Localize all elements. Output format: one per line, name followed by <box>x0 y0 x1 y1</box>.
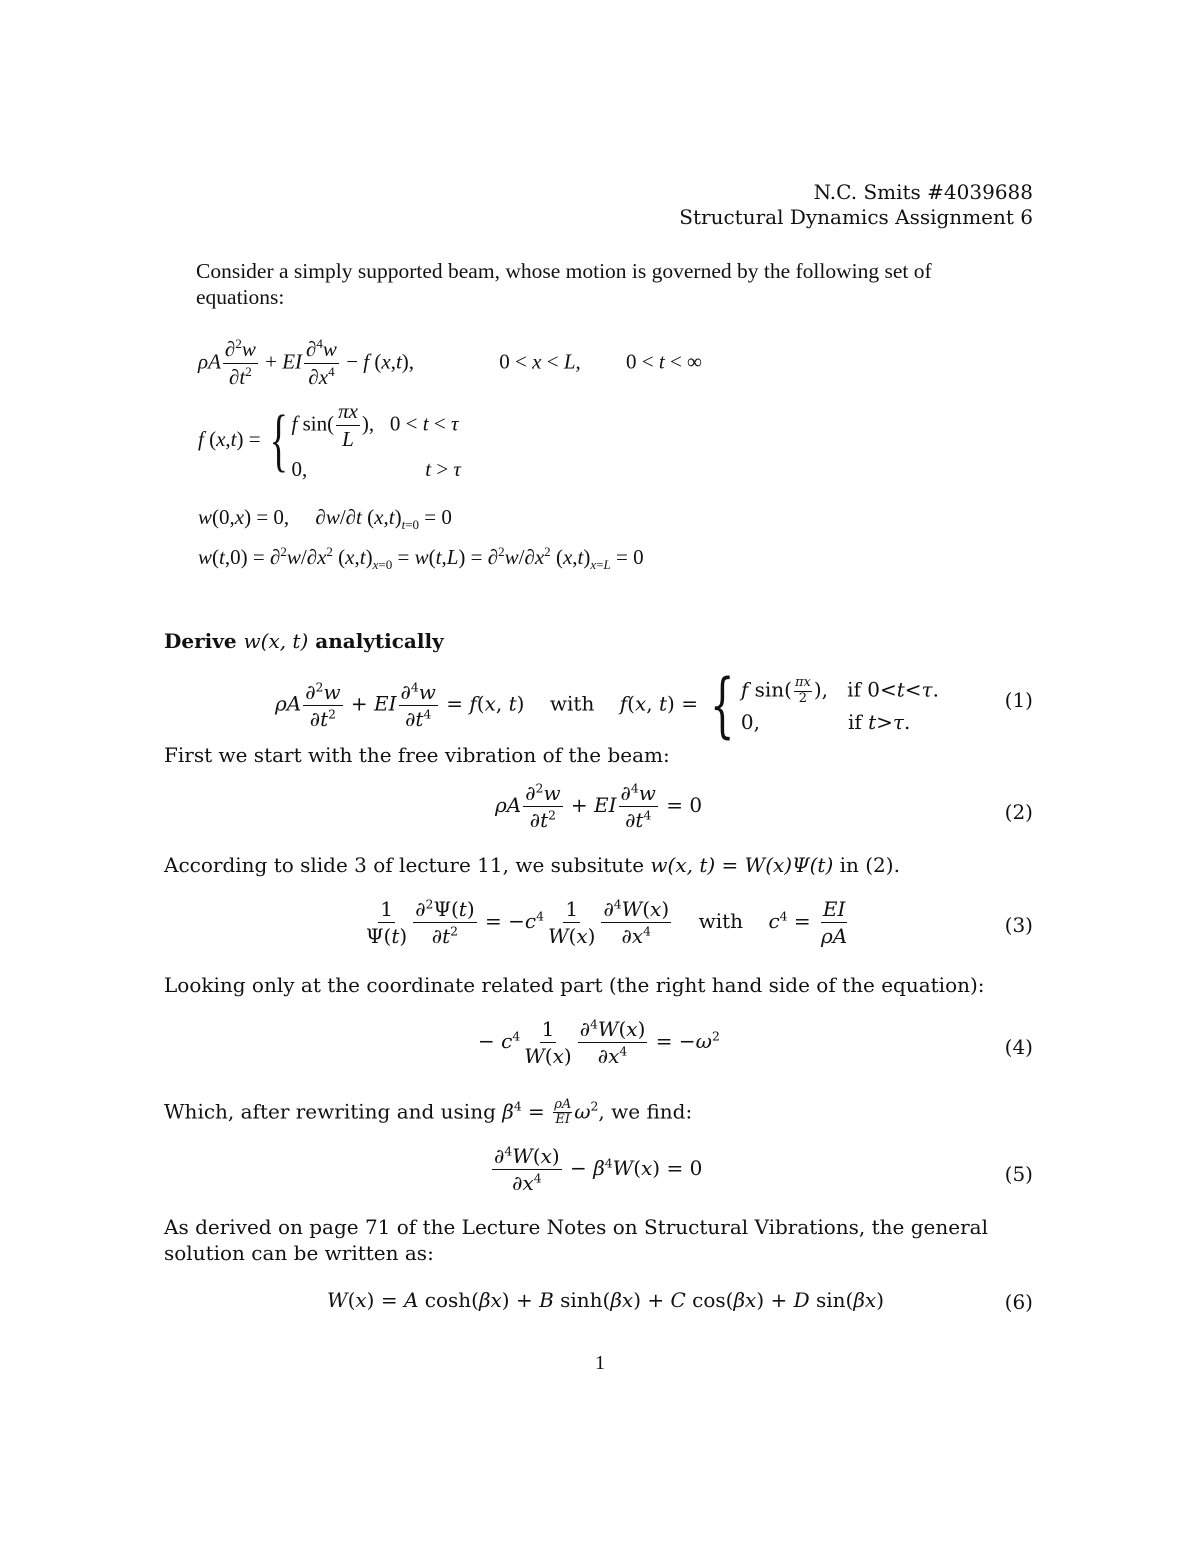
equation-5: $\frac{\partial^4W(x)}{\partial x^4}$ − $\beta^4W(x) = 0$ <box>494 1143 703 1195</box>
equation-3: $\frac{1}{\Psi(t)}$ $\frac{\partial^2\Psi(t)}{\partial t^2}$ = $-c^4$ $\frac{1}{W(x)}$ $\frac{\partial^4W(x)}{\partial x^4}$ with $c^4$ = $\frac{EI}{\rho A}$ <box>366 896 848 948</box>
section-heading: Derive w(x, t) analytically <box>164 629 444 653</box>
paragraph-general-solution: As derived on page 71 of the Lecture Notes on Structural Vibrations, the general solution can be written as: <box>164 1215 988 1265</box>
course-line: Structural Dynamics Assignment 6 <box>679 205 1033 229</box>
boundary-conditions: $w(t,0) = \partial^2w/\partial x^2$ $(x,t)_{x=0} = w(t,L) = \partial^2w/\partial x^2$ $(x,t)_{x=L} = 0$ <box>198 544 644 573</box>
equation-4: − $c^4$ $\frac{1}{W(x)}$ $\frac{\partial^4W(x)}{\partial x^4}$ = $-\omega^2$ <box>478 1016 720 1068</box>
equation-number-2: (2) <box>1004 800 1033 824</box>
equation-number-3: (3) <box>1004 913 1033 937</box>
paragraph-rewriting: Which, after rewriting and using $\beta^4$ = $\frac{\rho A}{EI}$ $\omega^2$, we find: <box>164 1097 693 1128</box>
load-definition: f (x,t) = { f sin( $\frac{\pi x}{L}$ ), 0 < t < τ 0, t > τ <box>198 399 461 482</box>
intro-paragraph: Consider a simply supported beam, whose motion is governed by the following set of equations: <box>196 259 932 309</box>
equation-number-5: (5) <box>1004 1162 1033 1186</box>
equation-6: W(x) = A cosh(βx) + B sinh(βx) + C cos(βx) + D sin(βx) <box>327 1288 884 1312</box>
equation-number-1: (1) <box>1004 688 1033 712</box>
equation-number-6: (6) <box>1004 1290 1033 1314</box>
equation-number-4: (4) <box>1004 1035 1033 1059</box>
paragraph-substitution: According to slide 3 of lecture 11, we subsitute w(x, t) = W(x)Ψ(t) in (2). <box>164 853 900 877</box>
equation-1: ρA $\frac{\partial^2w}{\partial t^2}$ + EI $\frac{\partial^4w}{\partial t^4}$ = f(x, t) with f(x, t) = { f sin( $\frac{\pi x}{2}$ ), if 0<t<τ. 0, if t>τ. <box>275 664 939 746</box>
paragraph-coordinate-part: Looking only at the coordinate related part (the right hand side of the equation): <box>164 973 985 997</box>
author-line: N.C. Smits #4039688 <box>813 180 1033 204</box>
paragraph-free-vibration: First we start with the free vibration of the beam: <box>164 743 670 767</box>
equation-2: ρA $\frac{\partial^2w}{\partial t^2}$ + EI $\frac{\partial^4w}{\partial t^4}$ = 0 <box>495 780 703 832</box>
initial-conditions: w(0,x) = 0, ∂w/∂t $(x,t)_{t=0} = 0$ <box>198 505 452 533</box>
governing-equation: ρA $\frac{\partial^2w}{\partial t^2}$ + EI $\frac{\partial^4w}{\partial x^4}$ − f (x,t), 0 < x < L, 0 < t < ∞ <box>198 336 703 390</box>
page-number: 1 <box>595 1352 605 1374</box>
